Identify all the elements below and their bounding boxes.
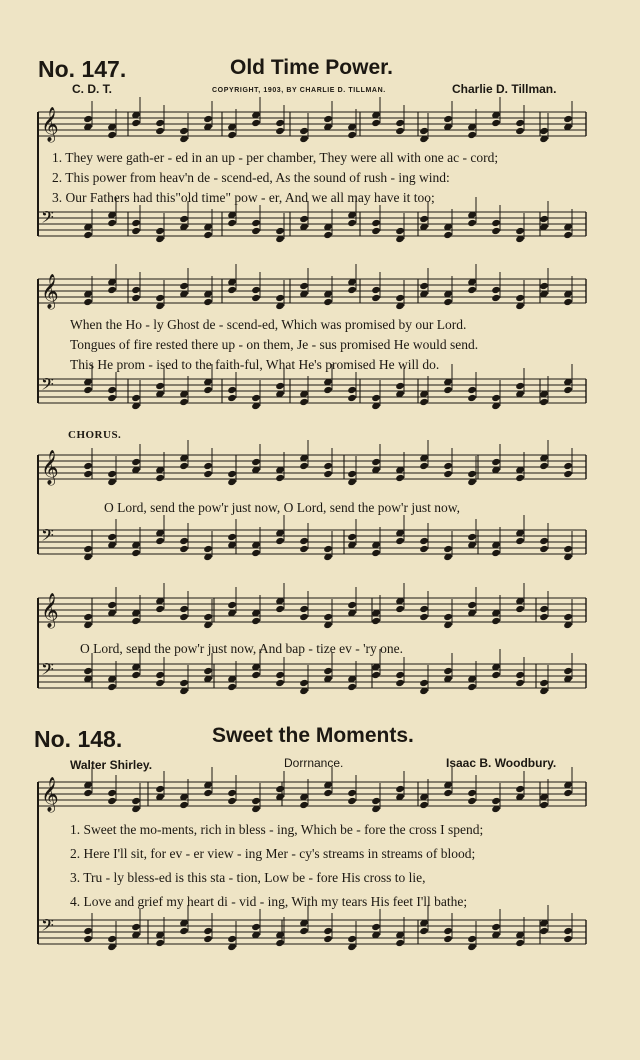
note-head	[491, 119, 501, 127]
note-head	[539, 679, 549, 687]
note-head	[107, 935, 117, 943]
note-head	[395, 127, 405, 135]
note-head	[299, 462, 309, 470]
note-head	[323, 298, 333, 306]
note-head	[131, 671, 141, 679]
note-head	[275, 939, 285, 947]
note-head	[371, 286, 381, 294]
note-head	[467, 935, 477, 943]
note-head	[155, 382, 165, 390]
note-head	[227, 683, 237, 691]
note-head	[539, 605, 549, 613]
note-head	[323, 386, 333, 394]
note-head	[107, 386, 117, 394]
note-head	[443, 935, 453, 943]
note-head	[83, 115, 93, 123]
note-head	[203, 545, 213, 553]
note-head	[515, 294, 525, 302]
note-head	[491, 219, 501, 227]
note-head	[155, 119, 165, 127]
note-head	[83, 231, 93, 239]
note-head	[347, 386, 357, 394]
hymn-title-147: Old Time Power.	[230, 56, 393, 79]
verse-line: 1. They were gath-er - ed in an up - per chamber, They were all with one ac - cord;	[52, 150, 499, 165]
author-credit-148: Walter Shirley.	[70, 758, 153, 772]
note-head	[371, 617, 381, 625]
note-head	[563, 613, 573, 621]
note-head	[203, 115, 213, 123]
note-head	[563, 115, 573, 123]
note-head	[443, 386, 453, 394]
note-head	[491, 923, 501, 931]
note-head	[395, 474, 405, 482]
bass-clef-icon: 𝄢	[41, 525, 54, 549]
note-head	[323, 462, 333, 470]
note-head	[491, 227, 501, 235]
note-head	[251, 797, 261, 805]
note-head	[539, 462, 549, 470]
note-head	[323, 613, 333, 621]
note-head	[179, 679, 189, 687]
note-head	[251, 549, 261, 557]
note-head	[107, 394, 117, 402]
note-head	[131, 227, 141, 235]
note-head	[467, 219, 477, 227]
note-head	[347, 219, 357, 227]
note-head	[539, 215, 549, 223]
note-head	[227, 394, 237, 402]
note-head	[107, 470, 117, 478]
note-head	[371, 549, 381, 557]
note-head	[227, 286, 237, 294]
note-head	[251, 671, 261, 679]
note-head	[371, 923, 381, 931]
verse-line: 2. Here I'll sit, for ev - er view - ing Mer - cy's streams in streams of blood;	[70, 846, 476, 861]
note-head	[227, 601, 237, 609]
note-head	[275, 127, 285, 135]
note-head	[227, 219, 237, 227]
treble-clef-icon: 𝄞	[41, 593, 59, 628]
note-head	[323, 789, 333, 797]
note-head	[155, 679, 165, 687]
note-head	[347, 601, 357, 609]
note-head	[227, 131, 237, 139]
note-head	[563, 789, 573, 797]
note-head	[563, 470, 573, 478]
verse-line: Tongues of fire rested there up - on them, Je - sus promised He would send.	[70, 337, 479, 352]
note-head	[491, 458, 501, 466]
note-head	[371, 219, 381, 227]
note-head	[203, 927, 213, 935]
note-head	[395, 679, 405, 687]
verse-line: 1. Sweet the mo-ments, rich in bless - ing, Which be - fore the cross I spend;	[70, 822, 484, 837]
note-head	[539, 613, 549, 621]
note-head	[347, 394, 357, 402]
note-head	[155, 127, 165, 135]
note-head	[467, 131, 477, 139]
note-head	[203, 789, 213, 797]
note-head	[299, 282, 309, 290]
chorus-line: O Lord, send the pow'r just now, And bap - tize ev - 'ry one.	[80, 641, 404, 656]
note-head	[251, 227, 261, 235]
note-head	[275, 671, 285, 679]
note-head	[443, 115, 453, 123]
chorus-line: O Lord, send the pow'r just now, O Lord, send the pow'r just now,	[104, 500, 460, 515]
note-head	[83, 545, 93, 553]
note-head	[419, 537, 429, 545]
note-head	[419, 398, 429, 406]
note-head	[179, 545, 189, 553]
bass-clef-icon: 𝄢	[41, 207, 54, 231]
note-head	[107, 789, 117, 797]
note-head	[251, 617, 261, 625]
note-head	[107, 286, 117, 294]
note-head	[443, 613, 453, 621]
author-credit-147: C. D. T.	[72, 82, 113, 96]
note-head	[155, 785, 165, 793]
note-head	[299, 215, 309, 223]
note-head	[83, 935, 93, 943]
note-head	[227, 386, 237, 394]
note-head	[491, 549, 501, 557]
note-head	[107, 797, 117, 805]
note-head	[419, 679, 429, 687]
note-head	[395, 227, 405, 235]
note-head	[491, 671, 501, 679]
composer-credit-148: Isaac B. Woodbury.	[446, 756, 557, 770]
note-head	[467, 533, 477, 541]
note-head	[83, 298, 93, 306]
note-head	[299, 545, 309, 553]
note-head	[299, 801, 309, 809]
note-head	[323, 927, 333, 935]
verse-line: This He prom - ised to the faith-ful, What He's promised He will do.	[70, 357, 440, 372]
note-head	[347, 683, 357, 691]
note-head	[563, 667, 573, 675]
bass-clef-icon: 𝄢	[41, 659, 54, 683]
note-head	[179, 605, 189, 613]
note-head	[563, 462, 573, 470]
note-head	[83, 462, 93, 470]
note-head	[347, 797, 357, 805]
note-head	[419, 127, 429, 135]
note-head	[419, 801, 429, 809]
verse-line: 2. This power from heav'n de - scend-ed, As the sound of rush - ing wind:	[52, 170, 450, 185]
note-head	[491, 394, 501, 402]
note-head	[299, 398, 309, 406]
note-head	[347, 470, 357, 478]
note-head	[539, 282, 549, 290]
note-head	[323, 231, 333, 239]
note-head	[395, 939, 405, 947]
note-head	[491, 797, 501, 805]
note-head	[155, 939, 165, 947]
note-head	[131, 797, 141, 805]
note-head	[371, 227, 381, 235]
note-head	[491, 294, 501, 302]
note-head	[515, 382, 525, 390]
note-head	[299, 605, 309, 613]
note-head	[179, 537, 189, 545]
bass-clef-icon: 𝄢	[41, 915, 54, 939]
note-head	[179, 927, 189, 935]
note-head	[275, 294, 285, 302]
note-head	[299, 127, 309, 135]
note-head	[443, 545, 453, 553]
note-head	[251, 394, 261, 402]
note-head	[203, 386, 213, 394]
note-head	[179, 282, 189, 290]
note-head	[563, 935, 573, 943]
note-head	[371, 394, 381, 402]
note-head	[299, 679, 309, 687]
note-head	[155, 605, 165, 613]
note-head	[131, 617, 141, 625]
note-head	[83, 470, 93, 478]
note-head	[227, 789, 237, 797]
note-head	[419, 215, 429, 223]
note-head	[323, 115, 333, 123]
note-head	[347, 286, 357, 294]
note-head	[395, 671, 405, 679]
note-head	[107, 219, 117, 227]
treble-clef-icon: 𝄞	[41, 450, 59, 485]
note-head	[251, 219, 261, 227]
note-head	[203, 231, 213, 239]
note-head	[83, 789, 93, 797]
hymn-title-148: Sweet the Moments.	[212, 724, 414, 747]
note-head	[131, 286, 141, 294]
verse-line: 3. Tru - ly bless-ed is this sta - tion, Low be - fore His cross to lie,	[70, 870, 426, 885]
note-head	[515, 605, 525, 613]
note-head	[539, 545, 549, 553]
note-head	[275, 474, 285, 482]
note-head	[179, 215, 189, 223]
note-head	[515, 671, 525, 679]
note-head	[107, 683, 117, 691]
note-head	[515, 785, 525, 793]
note-head	[515, 474, 525, 482]
note-head	[563, 545, 573, 553]
note-head	[275, 605, 285, 613]
note-head	[251, 119, 261, 127]
note-head	[299, 537, 309, 545]
note-head	[275, 785, 285, 793]
note-head	[539, 801, 549, 809]
note-head	[275, 119, 285, 127]
note-head	[467, 394, 477, 402]
note-head	[347, 935, 357, 943]
note-head	[251, 286, 261, 294]
note-head	[227, 797, 237, 805]
note-head	[419, 613, 429, 621]
note-head	[155, 671, 165, 679]
note-head	[539, 127, 549, 135]
note-head	[467, 386, 477, 394]
note-head	[83, 613, 93, 621]
note-head	[155, 474, 165, 482]
note-head	[419, 545, 429, 553]
note-head	[179, 398, 189, 406]
note-head	[155, 227, 165, 235]
note-head	[179, 462, 189, 470]
note-head	[395, 785, 405, 793]
note-head	[251, 923, 261, 931]
note-head	[251, 294, 261, 302]
note-head	[419, 282, 429, 290]
treble-clef-icon: 𝄞	[41, 107, 59, 142]
note-head	[323, 470, 333, 478]
composer-credit-147: Charlie D. Tillman.	[452, 82, 557, 96]
note-head	[371, 671, 381, 679]
note-head	[155, 537, 165, 545]
note-head	[515, 227, 525, 235]
note-head	[539, 537, 549, 545]
note-head	[179, 801, 189, 809]
note-head	[131, 294, 141, 302]
note-head	[395, 294, 405, 302]
note-head	[275, 537, 285, 545]
note-head	[395, 382, 405, 390]
note-head	[131, 219, 141, 227]
note-head	[131, 549, 141, 557]
note-head	[467, 601, 477, 609]
note-head	[203, 462, 213, 470]
note-head	[155, 294, 165, 302]
bass-clef-icon: 𝄢	[41, 374, 54, 398]
note-head	[275, 679, 285, 687]
note-head	[491, 617, 501, 625]
note-head	[515, 127, 525, 135]
note-head	[347, 533, 357, 541]
note-head	[443, 298, 453, 306]
note-head	[467, 797, 477, 805]
verse-line: When the Ho - ly Ghost de - scend-ed, Which was promised by our Lord.	[70, 317, 467, 332]
note-head	[515, 939, 525, 947]
note-head	[107, 533, 117, 541]
note-head	[131, 394, 141, 402]
note-head	[467, 789, 477, 797]
note-head	[275, 227, 285, 235]
note-head	[515, 679, 525, 687]
verse-line: 4. Love and grief my heart di - vid - ing, With my tears His feet I'll bathe;	[70, 894, 468, 909]
note-head	[443, 667, 453, 675]
note-head	[371, 119, 381, 127]
note-head	[131, 923, 141, 931]
note-head	[203, 298, 213, 306]
note-head	[371, 797, 381, 805]
note-head	[323, 545, 333, 553]
note-head	[227, 470, 237, 478]
note-head	[251, 458, 261, 466]
note-head	[419, 927, 429, 935]
note-head	[395, 605, 405, 613]
note-head	[419, 462, 429, 470]
hymn-number-147: No. 147.	[38, 56, 127, 82]
note-head	[323, 667, 333, 675]
note-head	[203, 470, 213, 478]
verse-line: 3. Our Fathers had this"old time" pow - er, And we all may have it too;	[52, 190, 435, 205]
note-head	[563, 298, 573, 306]
tune-name-148: Dorrnance.	[284, 756, 344, 770]
note-head	[227, 533, 237, 541]
copyright-notice: COPYRIGHT, 1903, BY CHARLIE D. TILLMAN.	[212, 87, 386, 94]
note-head	[371, 458, 381, 466]
note-head	[227, 935, 237, 943]
note-head	[419, 605, 429, 613]
note-head	[131, 119, 141, 127]
note-head	[443, 789, 453, 797]
note-head	[203, 613, 213, 621]
note-head	[491, 286, 501, 294]
note-head	[443, 231, 453, 239]
note-head	[83, 927, 93, 935]
note-head	[467, 683, 477, 691]
note-head	[203, 667, 213, 675]
note-head	[107, 131, 117, 139]
note-head	[563, 927, 573, 935]
note-head	[395, 537, 405, 545]
treble-clef-icon: 𝄞	[41, 777, 59, 812]
note-head	[347, 789, 357, 797]
note-head	[275, 382, 285, 390]
note-head	[563, 231, 573, 239]
note-head	[371, 294, 381, 302]
note-head	[443, 927, 453, 935]
note-head	[179, 613, 189, 621]
note-head	[539, 927, 549, 935]
note-head	[347, 131, 357, 139]
note-head	[179, 127, 189, 135]
note-head	[539, 398, 549, 406]
note-head	[83, 667, 93, 675]
hymn-number-148: No. 148.	[34, 726, 123, 752]
note-head	[83, 386, 93, 394]
note-head	[299, 613, 309, 621]
note-head	[131, 458, 141, 466]
note-head	[515, 119, 525, 127]
note-head	[467, 470, 477, 478]
note-head	[107, 601, 117, 609]
note-head	[323, 935, 333, 943]
note-head	[203, 935, 213, 943]
chorus-label: CHORUS.	[68, 429, 122, 441]
note-head	[443, 470, 453, 478]
note-head	[563, 386, 573, 394]
note-head	[467, 286, 477, 294]
note-head	[395, 119, 405, 127]
note-head	[299, 927, 309, 935]
note-head	[515, 537, 525, 545]
note-head	[443, 462, 453, 470]
treble-clef-icon: 𝄞	[41, 274, 59, 309]
